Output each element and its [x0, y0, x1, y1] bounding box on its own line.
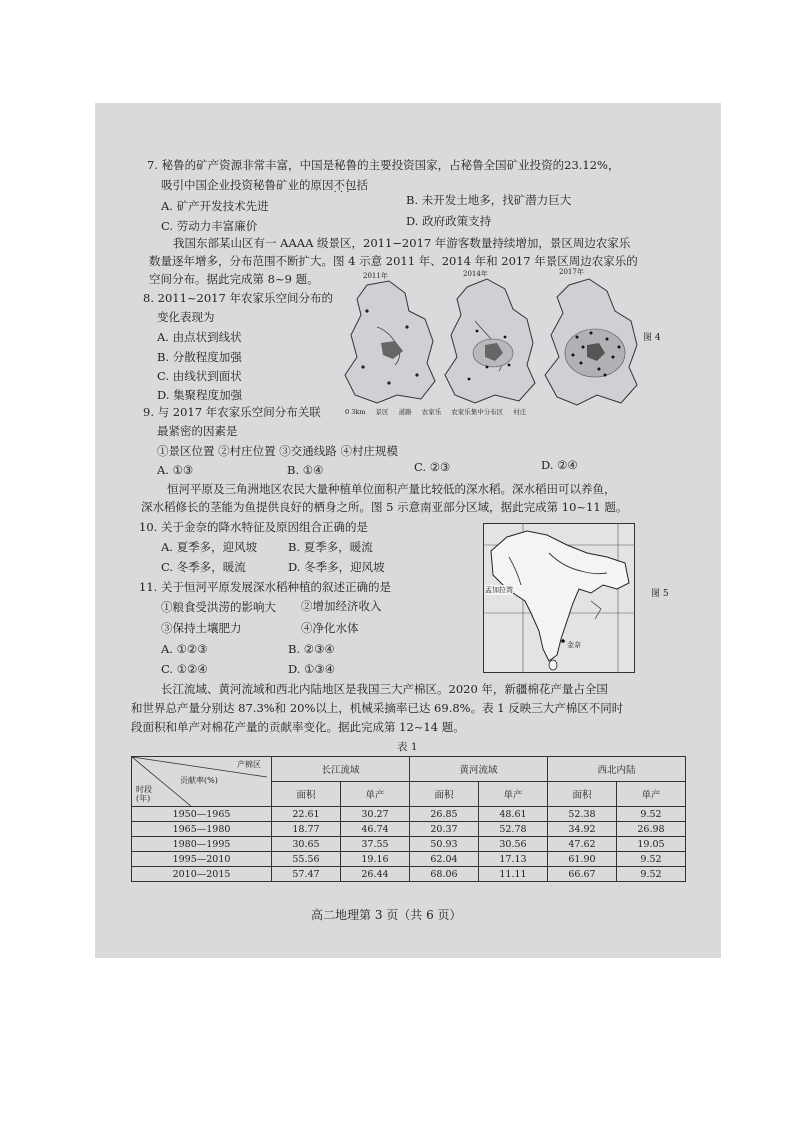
- intro-10-11-line1: 恒河平原及三角洲地区农民大量种植单位面积产量比较低的深水稻。深水稻田可以养鱼，: [167, 482, 616, 496]
- intro-12-14-line3: 段面积和单产对棉花产量的贡献率变化。据此完成第 12~14 题。: [131, 720, 465, 734]
- region-header-yangtze: 长江流域: [272, 757, 410, 782]
- q7-option-c: C. 劳动力丰富廉价: [161, 219, 258, 233]
- figure-4-maps: [337, 268, 647, 411]
- figure-4-svg: [337, 271, 647, 411]
- subhead-yield: 单产: [479, 782, 548, 807]
- value-cell: 22.61: [272, 807, 341, 822]
- value-cell: 52.78: [479, 822, 548, 837]
- subhead-yield: 单产: [341, 782, 410, 807]
- value-cell: 17.13: [479, 852, 548, 867]
- value-cell: 19.16: [341, 852, 410, 867]
- q9-stem-line1: 9. 与 2017 年农家乐空间分布关联: [143, 405, 321, 419]
- period-cell: 1980—1995: [132, 837, 272, 852]
- map-year-2017: 2017年: [559, 268, 584, 276]
- value-cell: 57.47: [272, 867, 341, 882]
- table-corner-cell: [132, 757, 272, 807]
- q8-stem-line1: 8. 2011~2017 年农家乐空间分布的: [143, 291, 333, 305]
- value-cell: 50.93: [410, 837, 479, 852]
- legend-scenic-area: 景区: [375, 408, 389, 416]
- period-cell: 1965—1980: [132, 822, 272, 837]
- value-cell: 66.67: [548, 867, 617, 882]
- q8-option-b: B. 分散程度加强: [157, 350, 242, 364]
- value-cell: 37.55: [341, 837, 410, 852]
- q11-stem: 11. 关于恒河平原发展深水稻种植的叙述正确的是: [139, 580, 391, 594]
- q11-item-3: ③保持土壤肥力: [161, 621, 242, 635]
- value-cell: 48.61: [479, 807, 548, 822]
- corner-period-unit: (年): [136, 794, 151, 804]
- value-cell: 9.52: [617, 852, 686, 867]
- q7-stem-line2: [161, 179, 368, 193]
- q9-option-a: A. ①③: [157, 463, 194, 477]
- q11-option-c: C. ①②④: [161, 662, 208, 676]
- q7-stem-line1: 7. 秘鲁的矿产资源非常丰富，中国是秘鲁的主要投资国家，占秘鲁全国矿业投资的23.12%，: [147, 158, 620, 172]
- exam-page: [95, 103, 721, 958]
- q7-option-a: A. 矿产开发技术先进: [161, 199, 269, 213]
- intro-8-9-line3: 空间分布。据此完成第 8~9 题。: [149, 272, 319, 286]
- value-cell: 9.52: [617, 807, 686, 822]
- table-row: [132, 837, 686, 852]
- map-year-2011: 2011年: [363, 272, 388, 280]
- value-cell: 30.56: [479, 837, 548, 852]
- legend-road: 道路: [398, 408, 412, 416]
- figure-4-legend: [345, 407, 534, 416]
- intro-12-14-line1: 长江流域、黄河流域和西北内陆地区是我国三大产棉区。2020 年，新疆棉花产量占全国: [161, 682, 608, 696]
- figure-5-place-bay: 孟加拉湾: [485, 586, 513, 594]
- q9-option-d: D. ②④: [541, 458, 578, 472]
- corner-period-label: [136, 786, 152, 804]
- value-cell: 9.52: [617, 867, 686, 882]
- page-footer: 高二地理第 3 页（共 6 页）: [311, 908, 462, 922]
- q8-stem-line2: 变化表现为: [157, 310, 215, 324]
- q9-items: ①景区位置 ②村庄位置 ③交通线路 ④村庄规模: [157, 444, 398, 458]
- legend-scale: 0 3km: [345, 408, 366, 416]
- intro-12-14-line2: 和世界总产量分别达 87.3%和 20%以上，机械采摘率已达 69.8%。表 1 反映三大产棉区不同时: [131, 701, 624, 715]
- corner-period-word: 时段: [136, 785, 152, 795]
- value-cell: 55.56: [272, 852, 341, 867]
- value-cell: 61.90: [548, 852, 617, 867]
- subhead-area: 面积: [410, 782, 479, 807]
- q7-option-b: B. 未开发土地多，找矿潜力巨大: [406, 193, 572, 207]
- map-year-2014: 2014年: [463, 270, 488, 278]
- value-cell: 62.04: [410, 852, 479, 867]
- value-cell: 30.65: [272, 837, 341, 852]
- q8-option-c: C. 由线状到面状: [157, 369, 242, 383]
- figure-5-map: [483, 523, 635, 673]
- figure-5-place-chennai: 金奈: [567, 641, 581, 649]
- intro-8-9-line2: 数量逐年增多，分布范围不断扩大。图 4 示意 2011 年、2014 年和 2017 年景区周边农家乐的: [149, 254, 638, 268]
- table-row: [132, 852, 686, 867]
- corner-contribution-label: 贡献率(%): [180, 776, 218, 785]
- intro-10-11-line2: 深水稻修长的茎能为鱼提供良好的栖身之所。图 5 示意南亚部分区域，据此完成第 10~11 题。: [141, 500, 628, 514]
- value-cell: 11.11: [479, 867, 548, 882]
- q7-emphasis: 不包括 · · ·: [334, 178, 369, 192]
- q11-option-b: B. ②③④: [288, 642, 335, 656]
- value-cell: 68.06: [410, 867, 479, 882]
- value-cell: 26.44: [341, 867, 410, 882]
- q8-option-a: A. 由点状到线状: [157, 330, 242, 344]
- table-row: [132, 807, 686, 822]
- legend-village: 村庄: [513, 408, 527, 416]
- value-cell: 20.37: [410, 822, 479, 837]
- value-cell: 26.85: [410, 807, 479, 822]
- table-row: [132, 822, 686, 837]
- q11-option-d: D. ①③④: [288, 662, 336, 676]
- q10-option-a: A. 夏季多，迎风坡: [161, 540, 258, 554]
- q10-option-d: D. 冬季多，迎风坡: [288, 560, 385, 574]
- value-cell: 18.77: [272, 822, 341, 837]
- q11-item-4: ④净化水体: [301, 621, 359, 635]
- figure-4-label: 图 4: [643, 333, 661, 343]
- period-cell: 2010—2015: [132, 867, 272, 882]
- region-header-northwest: 西北内陆: [548, 757, 686, 782]
- table-1-caption: 表 1: [397, 741, 418, 753]
- subhead-yield: 单产: [617, 782, 686, 807]
- subhead-area: 面积: [548, 782, 617, 807]
- value-cell: 52.38: [548, 807, 617, 822]
- q11-item-2: ②增加经济收入: [301, 599, 382, 613]
- legend-farmhouse: 农家乐: [421, 408, 442, 416]
- table-row: [132, 867, 686, 882]
- period-cell: 1950—1965: [132, 807, 272, 822]
- q11-option-a: A. ①②③: [161, 642, 208, 656]
- value-cell: 47.62: [548, 837, 617, 852]
- figure-5-svg: [483, 523, 635, 673]
- q10-option-c: C. 冬季多，暖流: [161, 560, 246, 574]
- value-cell: 26.98: [617, 822, 686, 837]
- figure-5-label: 图 5: [651, 589, 669, 599]
- value-cell: 30.27: [341, 807, 410, 822]
- q11-item-1: ①粮食受洪涝的影响大: [161, 600, 276, 614]
- value-cell: 19.05: [617, 837, 686, 852]
- q10-option-b: B. 夏季多，暖流: [288, 540, 373, 554]
- q10-stem: 10. 关于金奈的降水特征及原因组合正确的是: [139, 520, 368, 534]
- legend-cluster-area: 农家乐集中分布区: [451, 408, 504, 416]
- region-header-yellow-river: 黄河流域: [410, 757, 548, 782]
- value-cell: 46.74: [341, 822, 410, 837]
- q9-option-b: B. ①④: [287, 463, 324, 477]
- table-1: [131, 756, 686, 882]
- q7-stem-text: 吸引中国企业投资秘鲁矿业的原因: [161, 178, 334, 192]
- q8-option-d: D. 集聚程度加强: [157, 388, 243, 402]
- q9-stem-line2: 最紧密的因素是: [157, 424, 238, 438]
- value-cell: 34.92: [548, 822, 617, 837]
- q9-option-c: C. ②③: [414, 460, 451, 474]
- subhead-area: 面积: [272, 782, 341, 807]
- intro-8-9-line1: 我国东部某山区有一 AAAA 级景区，2011−2017 年游客数量持续增加，景区周边农家乐: [173, 236, 631, 250]
- corner-region-label: 产棉区: [237, 760, 261, 769]
- period-cell: 1995—2010: [132, 852, 272, 867]
- q7-option-d: D. 政府政策支持: [406, 214, 492, 228]
